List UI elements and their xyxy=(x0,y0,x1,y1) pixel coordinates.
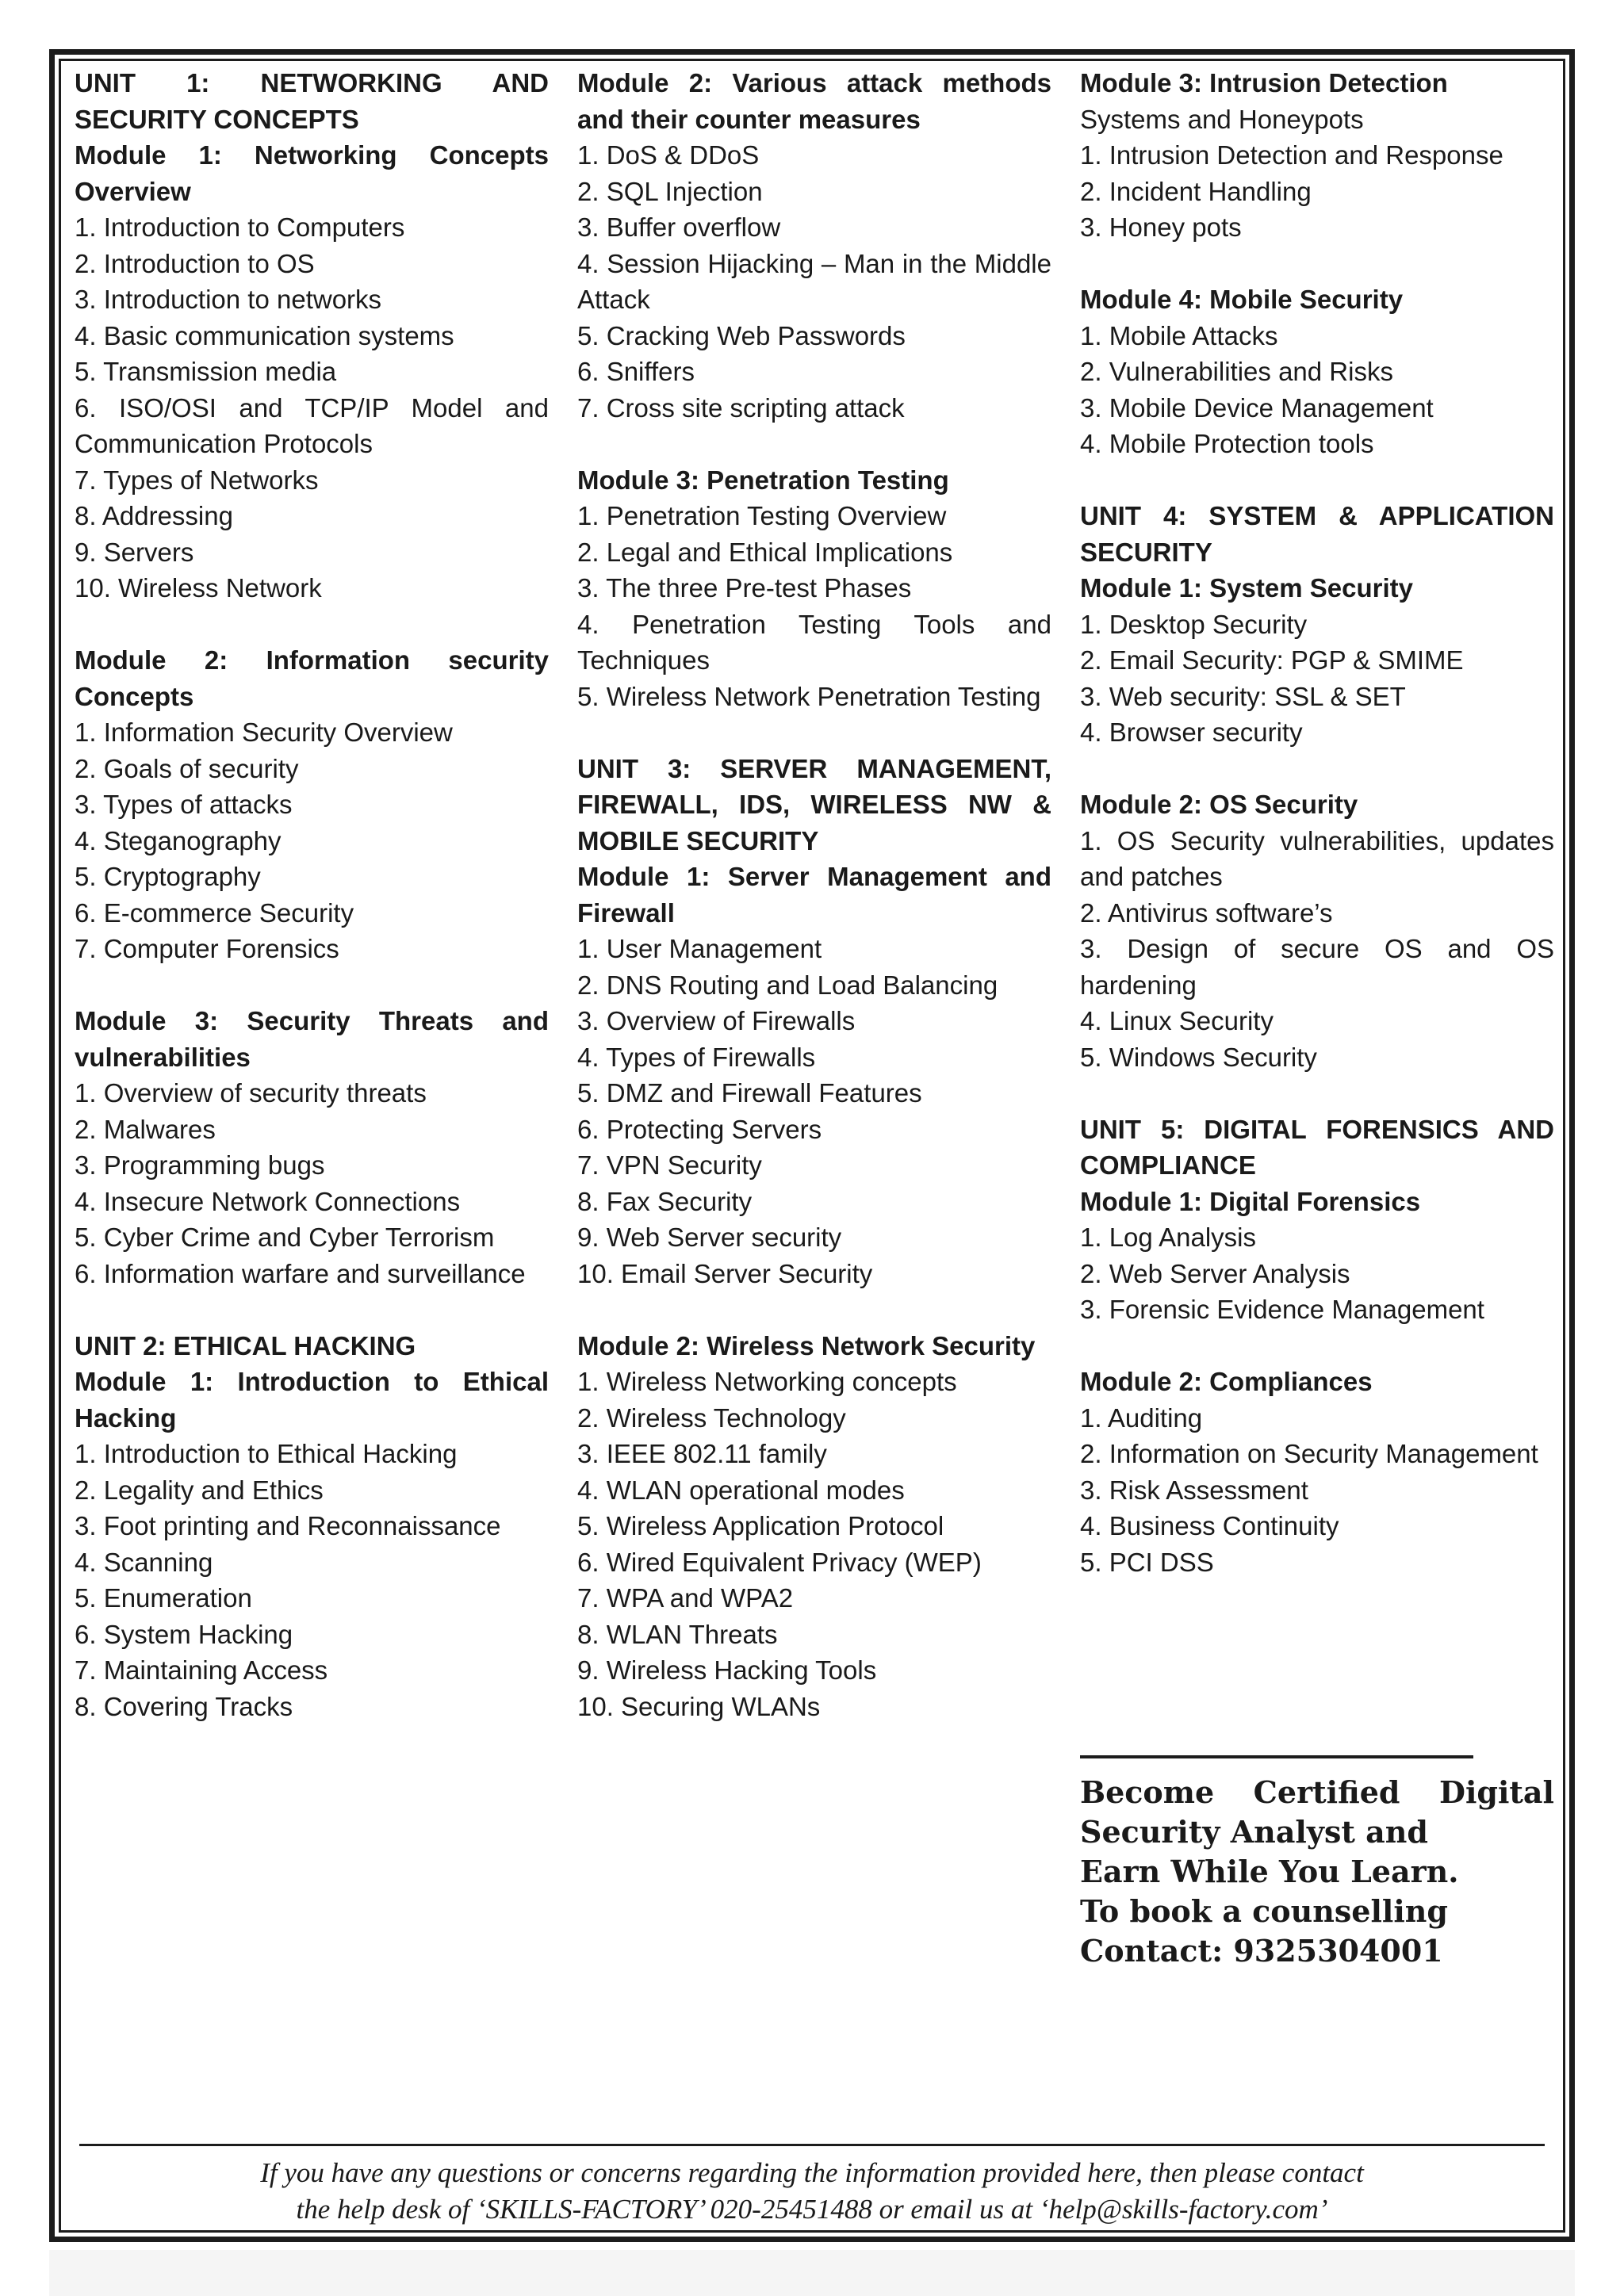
topic-item: 10. Email Server Security xyxy=(577,1258,873,1288)
topic-item: 1. Auditing xyxy=(1080,1402,1203,1433)
topic-item: 7. WPA and WPA2 xyxy=(577,1583,794,1613)
topic-item: 7. Maintaining Access xyxy=(75,1655,328,1685)
module-heading: Module 2: Wireless Network Security xyxy=(577,1330,1036,1360)
topic-item: 2. Antivirus software’s xyxy=(1080,897,1333,928)
module-block xyxy=(1080,786,1554,1075)
module-block xyxy=(577,751,1051,1292)
topic-item: 2. Legal and Ethical Implications xyxy=(577,537,953,567)
topic-item: 1. Overview of security threats xyxy=(75,1078,427,1108)
topic-item: 9. Servers xyxy=(75,537,194,567)
topic-item: 1. User Management xyxy=(577,934,822,963)
topic-item: 1. OS Security vulnerabilities, updates and patches xyxy=(1080,825,1554,891)
topic-item: 4. Business Continuity xyxy=(1080,1511,1339,1540)
footer-line: If you have any questions or concerns regarding the information provided here, then please contact xyxy=(260,2157,1364,2188)
module-block xyxy=(75,1003,549,1292)
topic-item: 6. Protecting Servers xyxy=(577,1114,822,1144)
topic-item: 2. Vulnerabilities and Risks xyxy=(1080,357,1393,386)
topic-item: 1. Information Security Overview xyxy=(75,718,453,747)
module-heading: Module 2: OS Security xyxy=(1080,790,1358,819)
topic-item: 5. Cryptography xyxy=(75,862,261,891)
module-block xyxy=(1080,1364,1554,1580)
topic-item: 1. DoS & DDoS xyxy=(577,140,760,170)
promo-line: Become Certified Digital xyxy=(1080,1774,1554,1810)
topic-item: 3. The three Pre-test Phases xyxy=(577,573,912,603)
module-block xyxy=(75,65,549,607)
syllabus-column-1 xyxy=(75,65,549,1724)
topic-item: 1. Intrusion Detection and Response xyxy=(1080,140,1503,170)
topic-item: 2. Legality and Ethics xyxy=(75,1475,324,1505)
module-heading: Module 1: Introduction to Ethical Hacking xyxy=(75,1367,549,1433)
topic-item: 9. Web Server security xyxy=(577,1223,842,1252)
topic-item: 3. Web security: SSL & SET xyxy=(1080,681,1406,711)
topic-item: 2. Incident Handling xyxy=(1080,176,1312,206)
topic-item: 1. Introduction to Computers xyxy=(75,212,405,242)
topic-item: 6. E-commerce Security xyxy=(75,897,354,928)
topic-item: 6. Wired Equivalent Privacy (WEP) xyxy=(577,1547,982,1577)
module-block xyxy=(1080,1112,1554,1328)
module-heading: Module 1: Networking Concepts Overview xyxy=(75,140,549,206)
topic-item: Systems and Honeypots xyxy=(1080,104,1364,134)
topic-item: 8. Addressing xyxy=(75,501,233,530)
topic-item: 4. Scanning xyxy=(75,1547,213,1577)
unit-heading: UNIT 5: DIGITAL FORENSICS AND COMPLIANCE xyxy=(1080,1114,1554,1180)
promo-line: Security Analyst and xyxy=(1080,1814,1428,1850)
topic-item: 1. Introduction to Ethical Hacking xyxy=(75,1439,458,1468)
topic-item: 10. Securing WLANs xyxy=(577,1691,821,1721)
topic-item: 9. Wireless Hacking Tools xyxy=(577,1655,877,1685)
topic-item: 1. Mobile Attacks xyxy=(1080,320,1278,350)
topic-item: 3. Buffer overflow xyxy=(577,212,781,242)
topic-item: 2. Email Security: PGP & SMIME xyxy=(1080,645,1464,675)
unit-heading: UNIT 3: SERVER MANAGEMENT, FIREWALL, IDS, WIRELESS NW & MOBILE SECURITY xyxy=(577,753,1051,855)
footer-divider xyxy=(79,2144,1545,2146)
module-heading: Module 1: System Security xyxy=(1080,573,1413,603)
footer-line: the help desk of ‘SKILLS-FACTORY’ 020-25451488 or email us at ‘help@skills-factory.com’ xyxy=(296,2194,1328,2225)
topic-item: 6. ISO/OSI and TCP/IP Model and Communication Protocols xyxy=(75,392,549,458)
module-block xyxy=(1080,65,1554,246)
topic-item: 7. Types of Networks xyxy=(75,465,319,495)
module-heading: Module 1: Digital Forensics xyxy=(1080,1186,1421,1216)
topic-item: 5. Enumeration xyxy=(75,1583,252,1613)
topic-item: 6. Sniffers xyxy=(577,357,695,386)
topic-item: 2. Goals of security xyxy=(75,753,299,783)
module-block xyxy=(577,65,1051,426)
topic-item: 6. System Hacking xyxy=(75,1619,293,1649)
topic-item: 2. Web Server Analysis xyxy=(1080,1258,1350,1288)
module-block xyxy=(75,1328,549,1725)
topic-item: 8. Fax Security xyxy=(577,1186,753,1216)
topic-item: 5. Wireless Network Penetration Testing xyxy=(577,681,1041,711)
promo-contact: Contact: 9325304001 xyxy=(1080,1933,1443,1969)
module-heading: Module 1: Server Management and Firewall xyxy=(577,862,1051,928)
topic-item: 1. Desktop Security xyxy=(1080,609,1308,639)
topic-item: 6. Information warfare and surveillance xyxy=(75,1258,526,1288)
module-block xyxy=(1080,281,1554,462)
topic-item: 5. Transmission media xyxy=(75,357,337,386)
topic-item: 2. Introduction to OS xyxy=(75,248,315,278)
topic-item: 3. Foot printing and Reconnaissance xyxy=(75,1511,501,1540)
unit-heading: UNIT 1: NETWORKING AND SECURITY CONCEPTS xyxy=(75,68,549,134)
module-heading: Module 4: Mobile Security xyxy=(1080,285,1404,314)
topic-item: 2. Malwares xyxy=(75,1114,216,1144)
topic-item: 4. Mobile Protection tools xyxy=(1080,429,1374,458)
topic-item: 3. Risk Assessment xyxy=(1080,1475,1308,1505)
promo-line: To book a counselling xyxy=(1080,1893,1448,1929)
topic-item: 4. Penetration Testing Tools and Techniques xyxy=(577,609,1051,675)
topic-item: 3. Introduction to networks xyxy=(75,285,382,314)
topic-item: 1. Wireless Networking concepts xyxy=(577,1367,957,1396)
module-block xyxy=(1080,498,1554,751)
topic-item: 4. Linux Security xyxy=(1080,1006,1274,1035)
topic-item: 3. Programming bugs xyxy=(75,1150,325,1180)
topic-item: 3. IEEE 802.11 family xyxy=(577,1439,827,1468)
footer-note xyxy=(79,2155,1545,2228)
topic-item: 4. Basic communication systems xyxy=(75,320,454,350)
topic-item: 1. Log Analysis xyxy=(1080,1223,1256,1252)
topic-item: 3. Overview of Firewalls xyxy=(577,1006,856,1035)
topic-item: 5. Cyber Crime and Cyber Terrorism xyxy=(75,1223,495,1252)
topic-item: 8. WLAN Threats xyxy=(577,1619,778,1649)
topic-item: 2. DNS Routing and Load Balancing xyxy=(577,970,998,1000)
promo-text xyxy=(1080,1773,1554,1971)
module-heading: Module 3: Intrusion Detection xyxy=(1080,68,1448,98)
topic-item: 5. PCI DSS xyxy=(1080,1547,1214,1577)
module-heading: Module 2: Various attack methods and their counter measures xyxy=(577,68,1051,134)
topic-item: 4. WLAN operational modes xyxy=(577,1475,905,1505)
topic-item: 5. DMZ and Firewall Features xyxy=(577,1078,922,1108)
module-heading: Module 3: Penetration Testing xyxy=(577,465,949,495)
module-block xyxy=(577,462,1051,715)
topic-item: 8. Covering Tracks xyxy=(75,1691,293,1721)
promo-line: Earn While You Learn. xyxy=(1080,1854,1459,1889)
topic-item: 3. Forensic Evidence Management xyxy=(1080,1295,1484,1324)
page-bottom-margin xyxy=(49,2250,1575,2296)
topic-item: 5. Wireless Application Protocol xyxy=(577,1511,944,1540)
topic-item: 4. Types of Firewalls xyxy=(577,1042,816,1072)
topic-item: 3. Design of secure OS and OS hardening xyxy=(1080,934,1554,1000)
promo-box xyxy=(1080,1755,1554,1971)
module-heading: Module 2: Compliances xyxy=(1080,1367,1373,1396)
topic-item: 7. Computer Forensics xyxy=(75,934,339,963)
topic-item: 3. Mobile Device Management xyxy=(1080,392,1434,423)
unit-heading: UNIT 4: SYSTEM & APPLICATION SECURITY xyxy=(1080,501,1554,567)
topic-item: 3. Honey pots xyxy=(1080,212,1242,242)
promo-divider xyxy=(1080,1755,1473,1758)
topic-item: 3. Types of attacks xyxy=(75,790,293,819)
topic-item: 2. SQL Injection xyxy=(577,176,763,206)
topic-item: 4. Session Hijacking – Man in the Middle Attack xyxy=(577,248,1051,314)
topic-item: 7. Cross site scripting attack xyxy=(577,392,905,423)
module-block xyxy=(577,1328,1051,1725)
topic-item: 2. Wireless Technology xyxy=(577,1402,846,1433)
topic-item: 5. Cracking Web Passwords xyxy=(577,320,906,350)
topic-item: 4. Steganography xyxy=(75,825,282,855)
topic-item: 4. Browser security xyxy=(1080,718,1303,747)
unit-heading: UNIT 2: ETHICAL HACKING xyxy=(75,1330,416,1360)
module-block xyxy=(75,642,549,967)
topic-item: 1. Penetration Testing Overview xyxy=(577,501,947,530)
module-heading: Module 2: Information security Concepts xyxy=(75,645,549,711)
module-heading: Module 3: Security Threats and vulnerabilities xyxy=(75,1006,549,1072)
topic-item: 2. Information on Security Management xyxy=(1080,1439,1538,1468)
syllabus-column-2 xyxy=(577,65,1051,1724)
topic-item: 4. Insecure Network Connections xyxy=(75,1186,461,1216)
topic-item: 5. Windows Security xyxy=(1080,1042,1317,1072)
syllabus-column-3 xyxy=(1080,65,1554,1580)
topic-item: 10. Wireless Network xyxy=(75,573,322,603)
topic-item: 7. VPN Security xyxy=(577,1150,762,1180)
